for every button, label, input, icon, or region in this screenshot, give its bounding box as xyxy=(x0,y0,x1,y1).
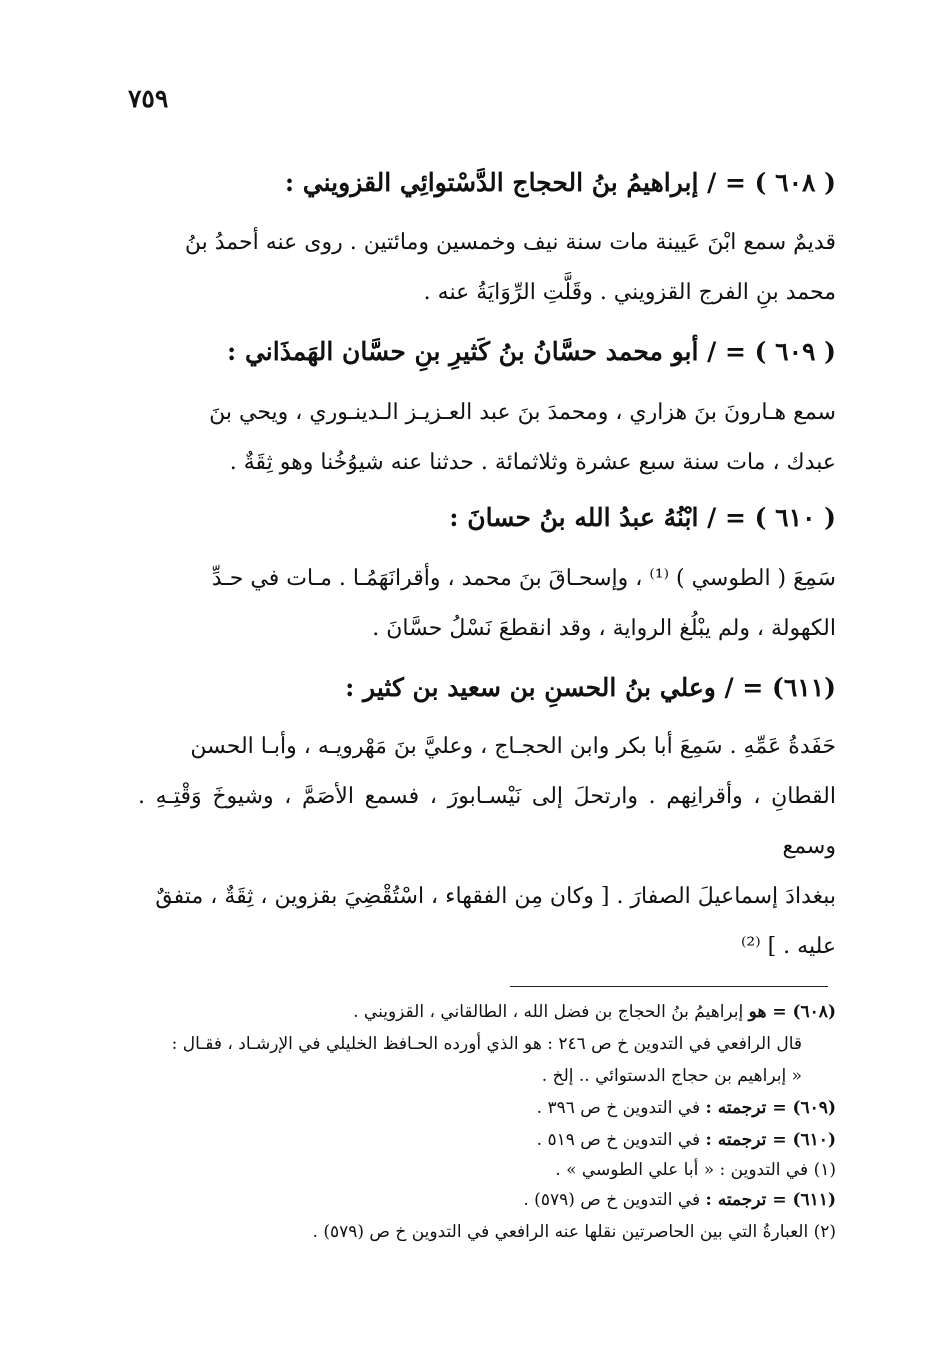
footnote-609 xyxy=(116,1096,836,1120)
body-line: عليه . ] ⁽²⁾ xyxy=(740,934,836,959)
footnote-text: (١) في التدوين : « أبا علي الطوسي » . xyxy=(555,1160,836,1180)
footnote-text: « إبراهيم بن حجاج الدستوائي .. إلخ . xyxy=(541,1066,802,1086)
footnote-head: (٦٠٩) = ترجمته : xyxy=(705,1098,836,1118)
body-line: سَمِعَ ( الطوسي ) ⁽¹⁾ ، وإسحـاقَ بنَ محمد ، وأقرانَهَمُـا . مـات في حـدِّ xyxy=(211,566,836,591)
entry-heading-608: ( ٦٠٨ ) = / إبراهيمُ بنُ الحجاج الدَّسْتوائِي القزويني : xyxy=(284,168,836,197)
body-line: الكهولة ، ولم يبْلُغ الرواية ، وقد انقطعَ نَسْلُ حسَّانَ . xyxy=(372,616,836,641)
footnote-text: في التدوين خ ص ٣٩٦ . xyxy=(536,1098,706,1118)
footnote-head: (٦١١) = ترجمته : xyxy=(705,1190,836,1210)
footnote-608-note xyxy=(116,1032,802,1056)
entry-body-610 xyxy=(138,554,836,654)
body-line: عبدك ، مات سنة سبع عشرة وثلاثمائة . حدثنا عنه شيوُخُنا وهو ثِقَةٌ . xyxy=(229,450,836,475)
page-number: ٧٥٩ xyxy=(128,84,169,113)
footnote-separator xyxy=(510,986,828,987)
footnote-text: في التدوين خ ص (٥٧٩) . xyxy=(523,1190,706,1210)
footnote-note-2 xyxy=(116,1220,836,1244)
footnote-611 xyxy=(116,1188,836,1212)
entry-body-611 xyxy=(138,722,836,972)
footnote-610 xyxy=(116,1128,836,1152)
footnote-text: إبراهيمُ بنُ الحجاج بن فضل الله ، الطالقاني ، القزويني . xyxy=(353,1002,749,1022)
body-line: ببغدادَ إسماعيلَ الصفارَ . [ وكان مِن الفقهاء ، اسْتُقْضِيَ بقزوين ، ثِقَةٌ ، متفقٌ xyxy=(155,884,836,909)
footnote-note-1 xyxy=(116,1158,836,1182)
footnote-text: قال الرافعي في التدوين خ ص ٢٤٦ : هو الذي أورده الحـافظ الخليلي في الإرشـاد ، فقـال : xyxy=(171,1034,802,1054)
footnote-608 xyxy=(116,1000,836,1024)
footnote-head: (٦٠٨) = هو xyxy=(748,1002,836,1022)
footnote-text: في التدوين خ ص ٥١٩ . xyxy=(536,1130,706,1150)
entry-heading-610: ( ٦١٠ ) = / ابْنُهُ عبدُ الله بنُ حسانَ : xyxy=(449,503,836,532)
footnote-head: (٦١٠) = ترجمته : xyxy=(705,1130,836,1150)
body-line: سمع هـارونَ بنَ هزاري ، ومحمدَ بنَ عبد العـزيـز الـدينـوري ، ويحي بنَ xyxy=(209,400,836,425)
footnote-text: (٢) العبارةُ التي بين الحاصرتين نقلها عنه الرافعي في التدوين خ ص (٥٧٩) . xyxy=(312,1222,836,1242)
entry-body-609 xyxy=(138,388,836,488)
entry-heading-609: ( ٦٠٩ ) = / أبو محمد حسَّانُ بنُ كَثيرِ بنِ حسَّان الهَمذَاني : xyxy=(227,337,836,366)
entry-body-608 xyxy=(138,218,836,318)
body-line: القطانِ ، وأقرانِهم . وارتحلَ إلى نَيْسـابورَ ، فسمع الأصَمَّ ، وشيوخَ وَقْتِـهِ . وسمع xyxy=(138,784,836,859)
body-line: حَفَدةُ عَمِّهِ . سَمِعَ أبا بكر وابن الحجـاج ، وعليَّ بنَ مَهْرويـه ، وأبـا الحسن xyxy=(190,734,836,759)
footnote-608-quote xyxy=(116,1064,802,1088)
entry-heading-611: (٦١١) = / وعلي بنُ الحسنِ بن سعيد بن كثير : xyxy=(345,673,836,702)
body-line: قديمٌ سمع ابْنَ عَيينة مات سنة نيف وخمسين ومائتين . روى عنه أحمدُ بنُ xyxy=(184,230,836,255)
body-line: محمد بنِ الفرج القزويني . وقَلَّتِ الرِّوَايَةُ عنه . xyxy=(423,280,836,305)
